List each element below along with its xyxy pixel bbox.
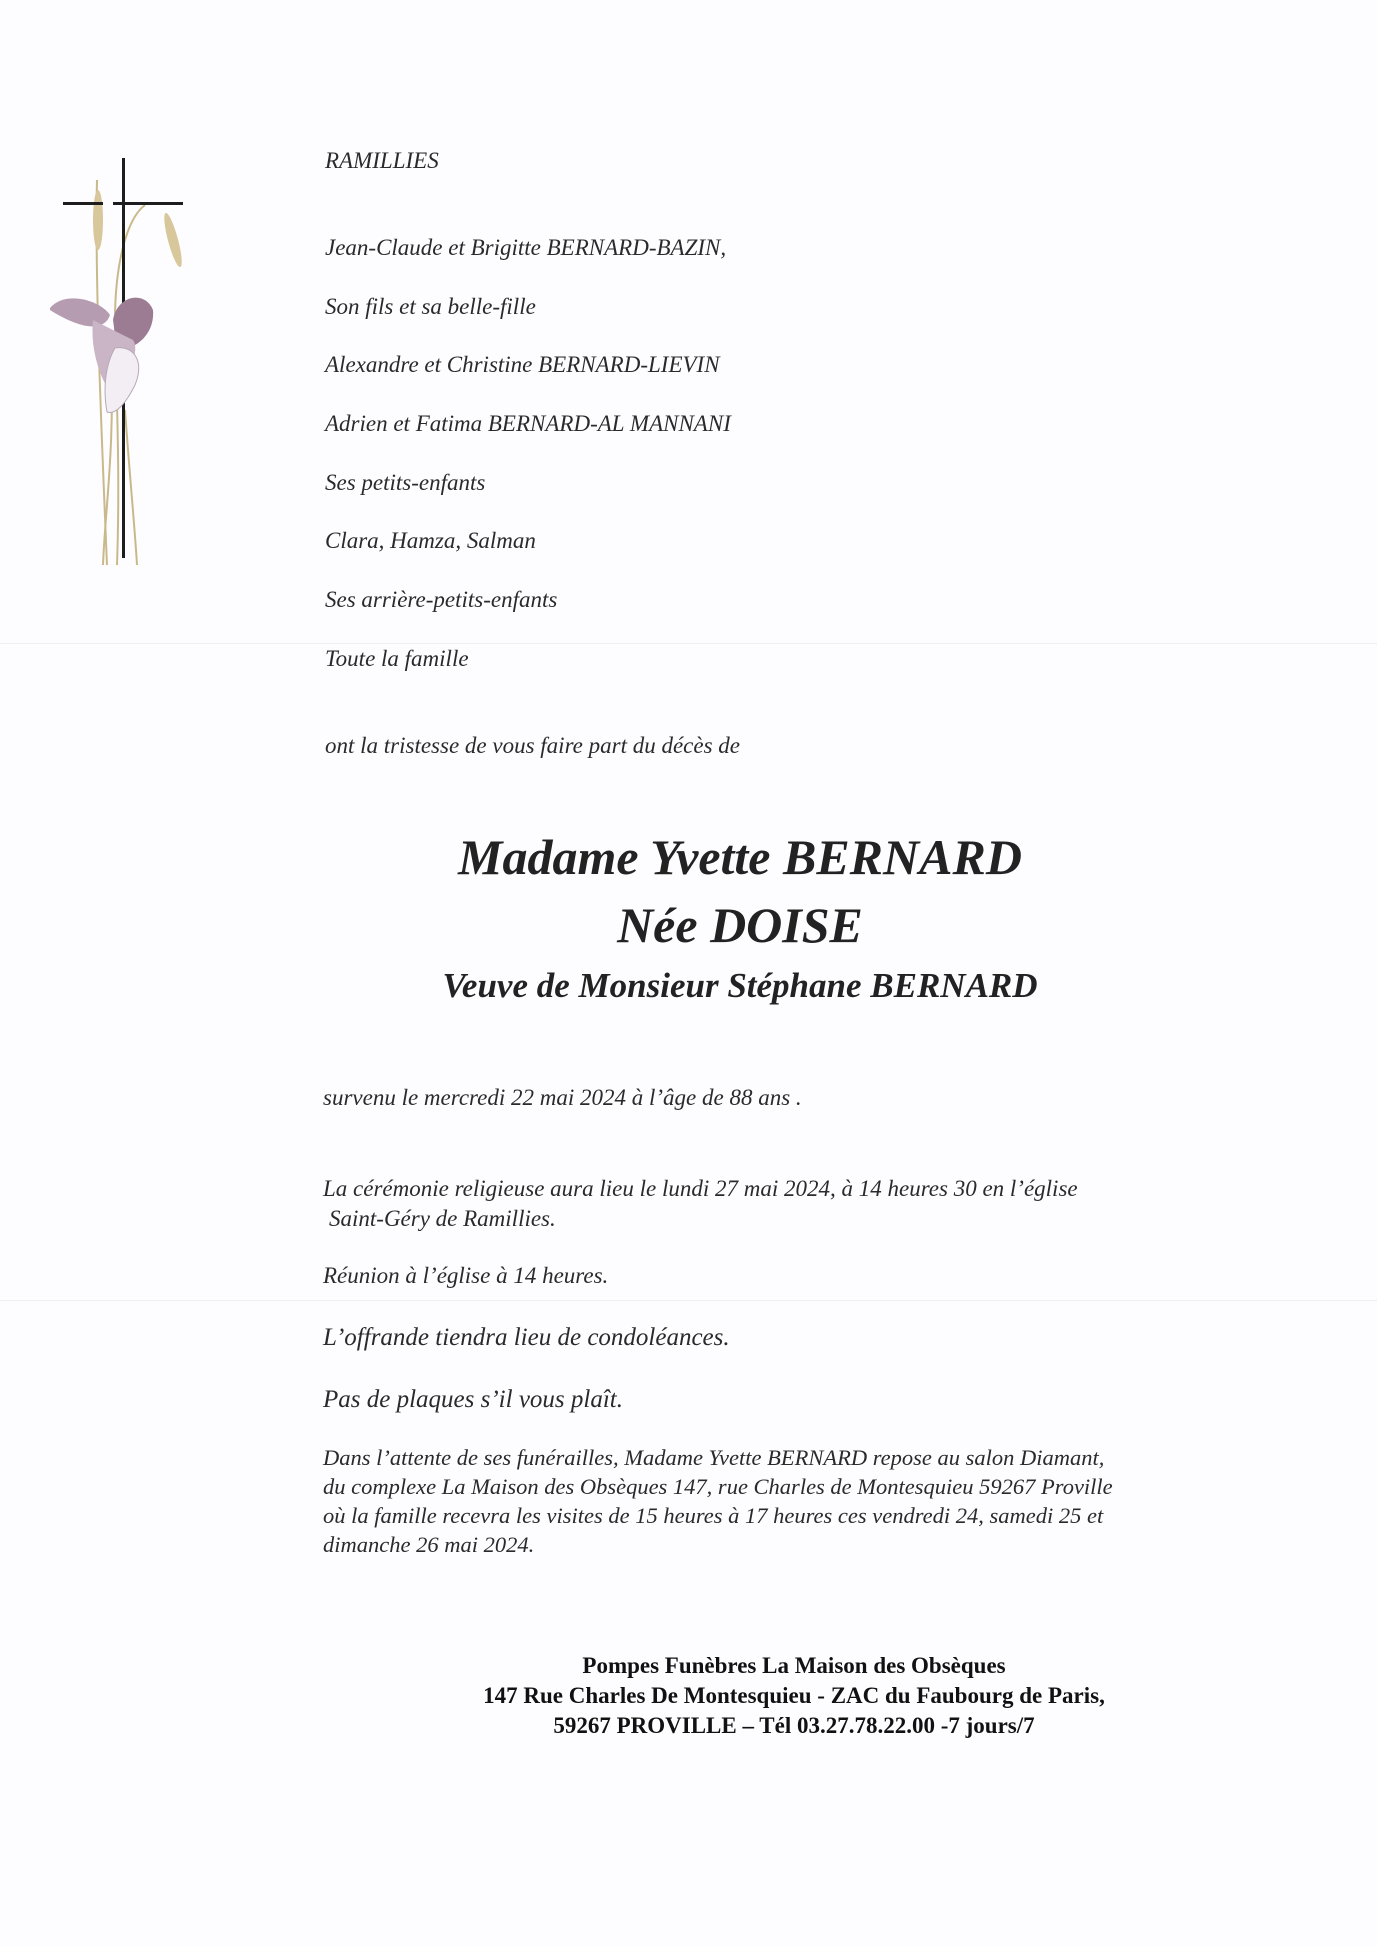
ceremony-text: La cérémonie religieuse aura lieu le lundi 27 mai 2024, à 14 heures 30 en l’église <box>323 1176 1078 1201</box>
family-line: Jean-Claude et Brigitte BERNARD-BAZIN, <box>325 235 727 260</box>
meeting-text: Réunion à l’église à 14 heures. <box>323 1263 609 1288</box>
offering-text: L’offrande tiendra lieu de condoléances. <box>323 1324 730 1351</box>
visit-line: du complexe La Maison des Obsèques 147, rue Charles de Montesquieu 59267 Proville <box>323 1474 1113 1499</box>
family-line: Alexandre et Christine BERNARD-LIEVIN <box>325 352 720 377</box>
deceased-name: Madame Yvette BERNARD <box>458 829 1022 885</box>
location-heading: RAMILLIES <box>325 148 439 173</box>
family-line: Son fils et sa belle-fille <box>325 294 536 319</box>
ceremony-text: Saint-Géry de Ramillies. <box>329 1206 556 1231</box>
visit-line: dimanche 26 mai 2024. <box>323 1532 535 1557</box>
scan-fold-line <box>0 1300 1377 1301</box>
calla-lily-icon <box>50 298 153 413</box>
funeral-home-contact: 59267 PROVILLE – Tél 03.27.78.22.00 -7 jours/7 <box>553 1713 1035 1738</box>
funeral-home-name: Pompes Funèbres La Maison des Obsèques <box>582 1653 1006 1678</box>
family-line: Adrien et Fatima BERNARD-AL MANNANI <box>325 411 731 436</box>
plaques-text: Pas de plaques s’il vous plaît. <box>323 1386 623 1413</box>
visit-line: Dans l’attente de ses funérailles, Madame Yvette BERNARD repose au salon Diamant, <box>323 1445 1105 1470</box>
wheat-ear-icon <box>161 212 185 269</box>
visit-paragraph <box>323 1443 1243 1559</box>
death-date-text: survenu le mercredi 22 mai 2024 à l’âge de 88 ans . <box>323 1085 802 1110</box>
cross-lily-illustration <box>45 150 195 570</box>
family-line: Toute la famille <box>325 646 469 671</box>
family-line: Clara, Hamza, Salman <box>325 528 536 553</box>
wheat-ear-icon <box>93 190 103 250</box>
funeral-home-address: 147 Rue Charles De Montesquieu - ZAC du Faubourg de Paris, <box>483 1683 1105 1708</box>
scan-fold-line <box>0 643 1377 644</box>
family-line: Ses arrière-petits-enfants <box>325 587 558 612</box>
visit-line: où la famille recevra les visites de 15 heures à 17 heures ces vendredi 24, samedi 25 et <box>323 1503 1104 1528</box>
deceased-maiden-name: Née DOISE <box>617 897 863 953</box>
deceased-widow-of: Veuve de Monsieur Stéphane BERNARD <box>442 966 1038 1005</box>
announcement-text: ont la tristesse de vous faire part du décès de <box>325 733 740 758</box>
family-line: Ses petits-enfants <box>325 470 486 495</box>
